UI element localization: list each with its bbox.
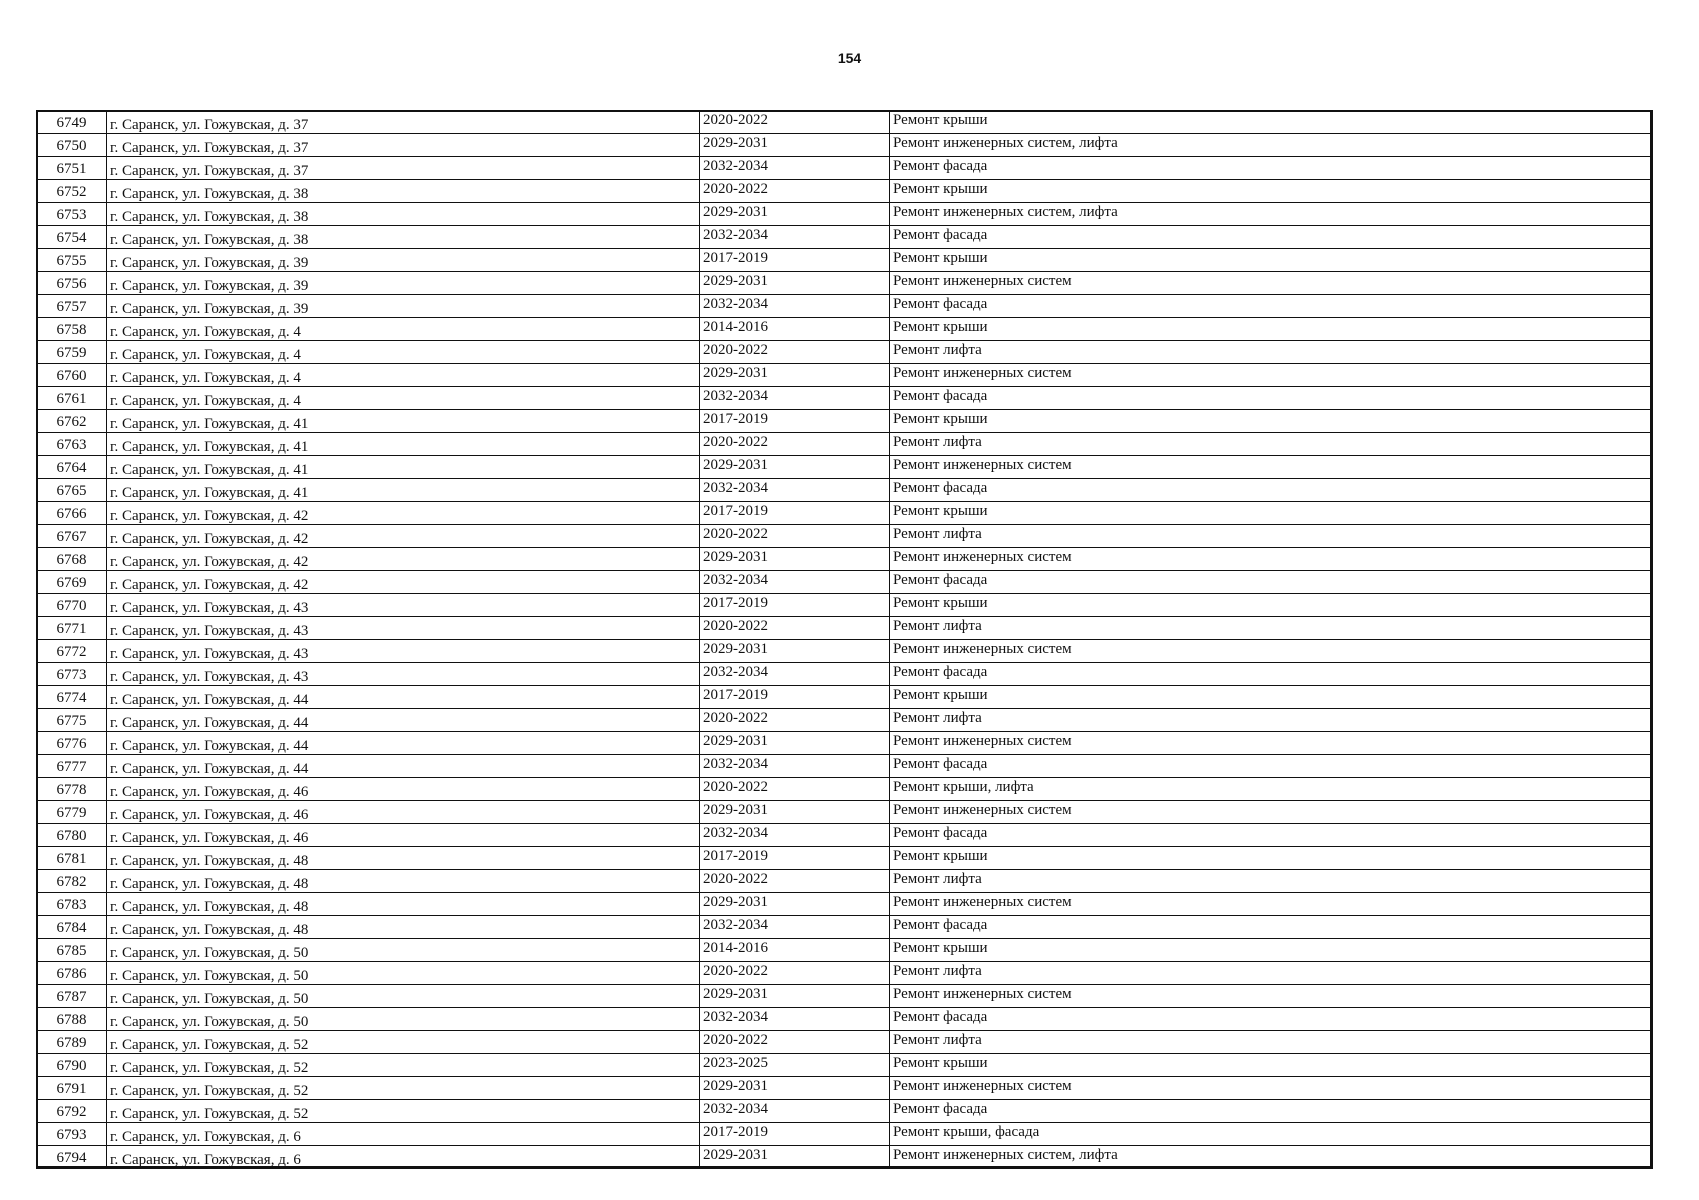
table-row [37, 341, 1653, 364]
period-cell: 2032-2034 [700, 226, 890, 249]
address-cell: г. Саранск, ул. Гожувская, д. 52 [107, 1054, 700, 1077]
row-number-cell: 6776 [37, 732, 107, 755]
period-cell: 2017-2019 [700, 686, 890, 709]
work-type-cell: Ремонт инженерных систем [890, 456, 1653, 479]
address-cell: г. Саранск, ул. Гожувская, д. 52 [107, 1077, 700, 1100]
period-cell: 2017-2019 [700, 1123, 890, 1146]
address-cell: г. Саранск, ул. Гожувская, д. 6 [107, 1146, 700, 1169]
row-number-cell: 6791 [37, 1077, 107, 1100]
row-number-cell: 6775 [37, 709, 107, 732]
work-type-cell: Ремонт крыши [890, 318, 1653, 341]
period-cell: 2029-2031 [700, 456, 890, 479]
table-row [37, 939, 1653, 962]
table-row [37, 755, 1653, 778]
work-type-cell: Ремонт крыши [890, 1054, 1653, 1077]
address-cell: г. Саранск, ул. Гожувская, д. 46 [107, 824, 700, 847]
address-cell: г. Саранск, ул. Гожувская, д. 38 [107, 203, 700, 226]
address-cell: г. Саранск, ул. Гожувская, д. 39 [107, 249, 700, 272]
period-cell: 2029-2031 [700, 985, 890, 1008]
address-cell: г. Саранск, ул. Гожувская, д. 43 [107, 617, 700, 640]
table-row [37, 985, 1653, 1008]
period-cell: 2032-2034 [700, 916, 890, 939]
work-type-cell: Ремонт инженерных систем, лифта [890, 203, 1653, 226]
row-number-cell: 6793 [37, 1123, 107, 1146]
page-number: 154 [837, 50, 862, 66]
work-type-cell: Ремонт инженерных систем [890, 640, 1653, 663]
address-cell: г. Саранск, ул. Гожувская, д. 42 [107, 502, 700, 525]
work-type-cell: Ремонт фасада [890, 1008, 1653, 1031]
work-type-cell: Ремонт лифта [890, 870, 1653, 893]
address-cell: г. Саранск, ул. Гожувская, д. 48 [107, 847, 700, 870]
table-row [37, 318, 1653, 341]
period-cell: 2029-2031 [700, 893, 890, 916]
address-cell: г. Саранск, ул. Гожувская, д. 44 [107, 709, 700, 732]
table-row [37, 387, 1653, 410]
work-type-cell: Ремонт крыши [890, 686, 1653, 709]
work-type-cell: Ремонт крыши [890, 410, 1653, 433]
table-row [37, 847, 1653, 870]
work-type-cell: Ремонт инженерных систем [890, 985, 1653, 1008]
address-cell: г. Саранск, ул. Гожувская, д. 4 [107, 318, 700, 341]
address-cell: г. Саранск, ул. Гожувская, д. 4 [107, 341, 700, 364]
table-body [37, 111, 1653, 1169]
table-row [37, 525, 1653, 548]
period-cell: 2029-2031 [700, 272, 890, 295]
work-type-cell: Ремонт лифта [890, 433, 1653, 456]
row-number-cell: 6761 [37, 387, 107, 410]
table-row [37, 709, 1653, 732]
work-type-cell: Ремонт крыши, лифта [890, 778, 1653, 801]
address-cell: г. Саранск, ул. Гожувская, д. 46 [107, 778, 700, 801]
address-cell: г. Саранск, ул. Гожувская, д. 46 [107, 801, 700, 824]
address-cell: г. Саранск, ул. Гожувская, д. 37 [107, 111, 700, 134]
address-cell: г. Саранск, ул. Гожувская, д. 38 [107, 226, 700, 249]
period-cell: 2020-2022 [700, 962, 890, 985]
address-cell: г. Саранск, ул. Гожувская, д. 42 [107, 525, 700, 548]
work-type-cell: Ремонт фасада [890, 157, 1653, 180]
row-number-cell: 6783 [37, 893, 107, 916]
table-row [37, 111, 1653, 134]
work-type-cell: Ремонт фасада [890, 295, 1653, 318]
work-type-cell: Ремонт крыши [890, 502, 1653, 525]
address-cell: г. Саранск, ул. Гожувская, д. 44 [107, 686, 700, 709]
work-type-cell: Ремонт фасада [890, 387, 1653, 410]
address-cell: г. Саранск, ул. Гожувская, д. 42 [107, 548, 700, 571]
address-cell: г. Саранск, ул. Гожувская, д. 43 [107, 663, 700, 686]
period-cell: 2020-2022 [700, 180, 890, 203]
address-cell: г. Саранск, ул. Гожувская, д. 4 [107, 364, 700, 387]
table-row [37, 893, 1653, 916]
row-number-cell: 6794 [37, 1146, 107, 1169]
work-type-cell: Ремонт фасада [890, 824, 1653, 847]
work-type-cell: Ремонт лифта [890, 617, 1653, 640]
work-type-cell: Ремонт крыши [890, 847, 1653, 870]
address-cell: г. Саранск, ул. Гожувская, д. 4 [107, 387, 700, 410]
period-cell: 2032-2034 [700, 387, 890, 410]
row-number-cell: 6767 [37, 525, 107, 548]
period-cell: 2032-2034 [700, 663, 890, 686]
row-number-cell: 6762 [37, 410, 107, 433]
row-number-cell: 6782 [37, 870, 107, 893]
row-number-cell: 6781 [37, 847, 107, 870]
period-cell: 2032-2034 [700, 157, 890, 180]
table-row [37, 916, 1653, 939]
work-type-cell: Ремонт лифта [890, 962, 1653, 985]
address-cell: г. Саранск, ул. Гожувская, д. 50 [107, 939, 700, 962]
work-type-cell: Ремонт крыши [890, 111, 1653, 134]
period-cell: 2020-2022 [700, 525, 890, 548]
row-number-cell: 6754 [37, 226, 107, 249]
work-type-cell: Ремонт фасада [890, 916, 1653, 939]
row-number-cell: 6792 [37, 1100, 107, 1123]
table-row [37, 548, 1653, 571]
address-cell: г. Саранск, ул. Гожувская, д. 41 [107, 456, 700, 479]
table-row [37, 364, 1653, 387]
period-cell: 2020-2022 [700, 433, 890, 456]
table-row [37, 479, 1653, 502]
address-cell: г. Саранск, ул. Гожувская, д. 44 [107, 732, 700, 755]
row-number-cell: 6768 [37, 548, 107, 571]
work-type-cell: Ремонт фасада [890, 663, 1653, 686]
address-cell: г. Саранск, ул. Гожувская, д. 48 [107, 916, 700, 939]
address-cell: г. Саранск, ул. Гожувская, д. 52 [107, 1031, 700, 1054]
work-type-cell: Ремонт фасада [890, 1100, 1653, 1123]
period-cell: 2020-2022 [700, 709, 890, 732]
period-cell: 2032-2034 [700, 1008, 890, 1031]
table-row [37, 824, 1653, 847]
address-cell: г. Саранск, ул. Гожувская, д. 39 [107, 295, 700, 318]
period-cell: 2029-2031 [700, 203, 890, 226]
work-type-cell: Ремонт инженерных систем [890, 1077, 1653, 1100]
row-number-cell: 6751 [37, 157, 107, 180]
row-number-cell: 6770 [37, 594, 107, 617]
table-row [37, 1031, 1653, 1054]
table-row [37, 1100, 1653, 1123]
table-row [37, 226, 1653, 249]
period-cell: 2029-2031 [700, 1146, 890, 1169]
row-number-cell: 6755 [37, 249, 107, 272]
table-row [37, 433, 1653, 456]
period-cell: 2023-2025 [700, 1054, 890, 1077]
work-type-cell: Ремонт инженерных систем [890, 364, 1653, 387]
row-number-cell: 6766 [37, 502, 107, 525]
work-type-cell: Ремонт крыши [890, 180, 1653, 203]
period-cell: 2029-2031 [700, 801, 890, 824]
table-row [37, 870, 1653, 893]
row-number-cell: 6777 [37, 755, 107, 778]
table-row [37, 617, 1653, 640]
address-cell: г. Саранск, ул. Гожувская, д. 50 [107, 1008, 700, 1031]
period-cell: 2029-2031 [700, 548, 890, 571]
table-row [37, 1123, 1653, 1146]
period-cell: 2020-2022 [700, 1031, 890, 1054]
table-row [37, 272, 1653, 295]
period-cell: 2020-2022 [700, 617, 890, 640]
row-number-cell: 6756 [37, 272, 107, 295]
address-cell: г. Саранск, ул. Гожувская, д. 6 [107, 1123, 700, 1146]
row-number-cell: 6758 [37, 318, 107, 341]
period-cell: 2029-2031 [700, 1077, 890, 1100]
table-row [37, 180, 1653, 203]
table-row [37, 962, 1653, 985]
address-cell: г. Саранск, ул. Гожувская, д. 50 [107, 985, 700, 1008]
row-number-cell: 6779 [37, 801, 107, 824]
table-row [37, 456, 1653, 479]
row-number-cell: 6750 [37, 134, 107, 157]
address-cell: г. Саранск, ул. Гожувская, д. 50 [107, 962, 700, 985]
work-type-cell: Ремонт крыши [890, 594, 1653, 617]
work-type-cell: Ремонт лифта [890, 341, 1653, 364]
work-type-cell: Ремонт инженерных систем [890, 893, 1653, 916]
table-row [37, 249, 1653, 272]
table-row [37, 157, 1653, 180]
address-cell: г. Саранск, ул. Гожувская, д. 37 [107, 157, 700, 180]
period-cell: 2032-2034 [700, 755, 890, 778]
row-number-cell: 6786 [37, 962, 107, 985]
table-row [37, 203, 1653, 226]
row-number-cell: 6785 [37, 939, 107, 962]
period-cell: 2020-2022 [700, 778, 890, 801]
address-cell: г. Саранск, ул. Гожувская, д. 42 [107, 571, 700, 594]
work-type-cell: Ремонт инженерных систем, лифта [890, 1146, 1653, 1169]
row-number-cell: 6771 [37, 617, 107, 640]
work-type-cell: Ремонт лифта [890, 1031, 1653, 1054]
work-type-cell: Ремонт инженерных систем [890, 272, 1653, 295]
table-row [37, 801, 1653, 824]
work-type-cell: Ремонт лифта [890, 709, 1653, 732]
repair-schedule-table [36, 110, 1653, 1169]
address-cell: г. Саранск, ул. Гожувская, д. 44 [107, 755, 700, 778]
period-cell: 2032-2034 [700, 571, 890, 594]
address-cell: г. Саранск, ул. Гожувская, д. 38 [107, 180, 700, 203]
work-type-cell: Ремонт крыши [890, 939, 1653, 962]
row-number-cell: 6789 [37, 1031, 107, 1054]
work-type-cell: Ремонт фасада [890, 755, 1653, 778]
table-row [37, 594, 1653, 617]
table-row [37, 295, 1653, 318]
table-row [37, 410, 1653, 433]
work-type-cell: Ремонт инженерных систем [890, 801, 1653, 824]
address-cell: г. Саранск, ул. Гожувская, д. 41 [107, 479, 700, 502]
period-cell: 2017-2019 [700, 847, 890, 870]
period-cell: 2029-2031 [700, 640, 890, 663]
row-number-cell: 6763 [37, 433, 107, 456]
work-type-cell: Ремонт инженерных систем [890, 732, 1653, 755]
period-cell: 2017-2019 [700, 502, 890, 525]
work-type-cell: Ремонт фасада [890, 479, 1653, 502]
row-number-cell: 6749 [37, 111, 107, 134]
period-cell: 2017-2019 [700, 594, 890, 617]
table-row [37, 1146, 1653, 1169]
period-cell: 2032-2034 [700, 824, 890, 847]
work-type-cell: Ремонт инженерных систем [890, 548, 1653, 571]
row-number-cell: 6760 [37, 364, 107, 387]
row-number-cell: 6772 [37, 640, 107, 663]
table-row [37, 1077, 1653, 1100]
period-cell: 2020-2022 [700, 870, 890, 893]
address-cell: г. Саранск, ул. Гожувская, д. 52 [107, 1100, 700, 1123]
period-cell: 2014-2016 [700, 939, 890, 962]
table-row [37, 1008, 1653, 1031]
period-cell: 2032-2034 [700, 1100, 890, 1123]
period-cell: 2020-2022 [700, 111, 890, 134]
table-row [37, 571, 1653, 594]
address-cell: г. Саранск, ул. Гожувская, д. 48 [107, 893, 700, 916]
table-row [37, 640, 1653, 663]
table-row [37, 778, 1653, 801]
work-type-cell: Ремонт лифта [890, 525, 1653, 548]
work-type-cell: Ремонт инженерных систем, лифта [890, 134, 1653, 157]
row-number-cell: 6788 [37, 1008, 107, 1031]
table-row [37, 686, 1653, 709]
row-number-cell: 6784 [37, 916, 107, 939]
row-number-cell: 6774 [37, 686, 107, 709]
table-row [37, 134, 1653, 157]
row-number-cell: 6752 [37, 180, 107, 203]
period-cell: 2029-2031 [700, 134, 890, 157]
row-number-cell: 6769 [37, 571, 107, 594]
period-cell: 2032-2034 [700, 295, 890, 318]
row-number-cell: 6759 [37, 341, 107, 364]
row-number-cell: 6778 [37, 778, 107, 801]
row-number-cell: 6765 [37, 479, 107, 502]
row-number-cell: 6790 [37, 1054, 107, 1077]
table-row [37, 732, 1653, 755]
period-cell: 2032-2034 [700, 479, 890, 502]
work-type-cell: Ремонт фасада [890, 226, 1653, 249]
period-cell: 2020-2022 [700, 341, 890, 364]
row-number-cell: 6787 [37, 985, 107, 1008]
address-cell: г. Саранск, ул. Гожувская, д. 41 [107, 410, 700, 433]
work-type-cell: Ремонт крыши [890, 249, 1653, 272]
table-row [37, 1054, 1653, 1077]
address-cell: г. Саранск, ул. Гожувская, д. 43 [107, 640, 700, 663]
work-type-cell: Ремонт фасада [890, 571, 1653, 594]
work-type-cell: Ремонт крыши, фасада [890, 1123, 1653, 1146]
period-cell: 2017-2019 [700, 249, 890, 272]
address-cell: г. Саранск, ул. Гожувская, д. 43 [107, 594, 700, 617]
row-number-cell: 6773 [37, 663, 107, 686]
table-row [37, 663, 1653, 686]
period-cell: 2029-2031 [700, 364, 890, 387]
address-cell: г. Саранск, ул. Гожувская, д. 48 [107, 870, 700, 893]
period-cell: 2017-2019 [700, 410, 890, 433]
row-number-cell: 6764 [37, 456, 107, 479]
period-cell: 2029-2031 [700, 732, 890, 755]
address-cell: г. Саранск, ул. Гожувская, д. 37 [107, 134, 700, 157]
address-cell: г. Саранск, ул. Гожувская, д. 41 [107, 433, 700, 456]
row-number-cell: 6753 [37, 203, 107, 226]
row-number-cell: 6757 [37, 295, 107, 318]
period-cell: 2014-2016 [700, 318, 890, 341]
address-cell: г. Саранск, ул. Гожувская, д. 39 [107, 272, 700, 295]
table-row [37, 502, 1653, 525]
row-number-cell: 6780 [37, 824, 107, 847]
